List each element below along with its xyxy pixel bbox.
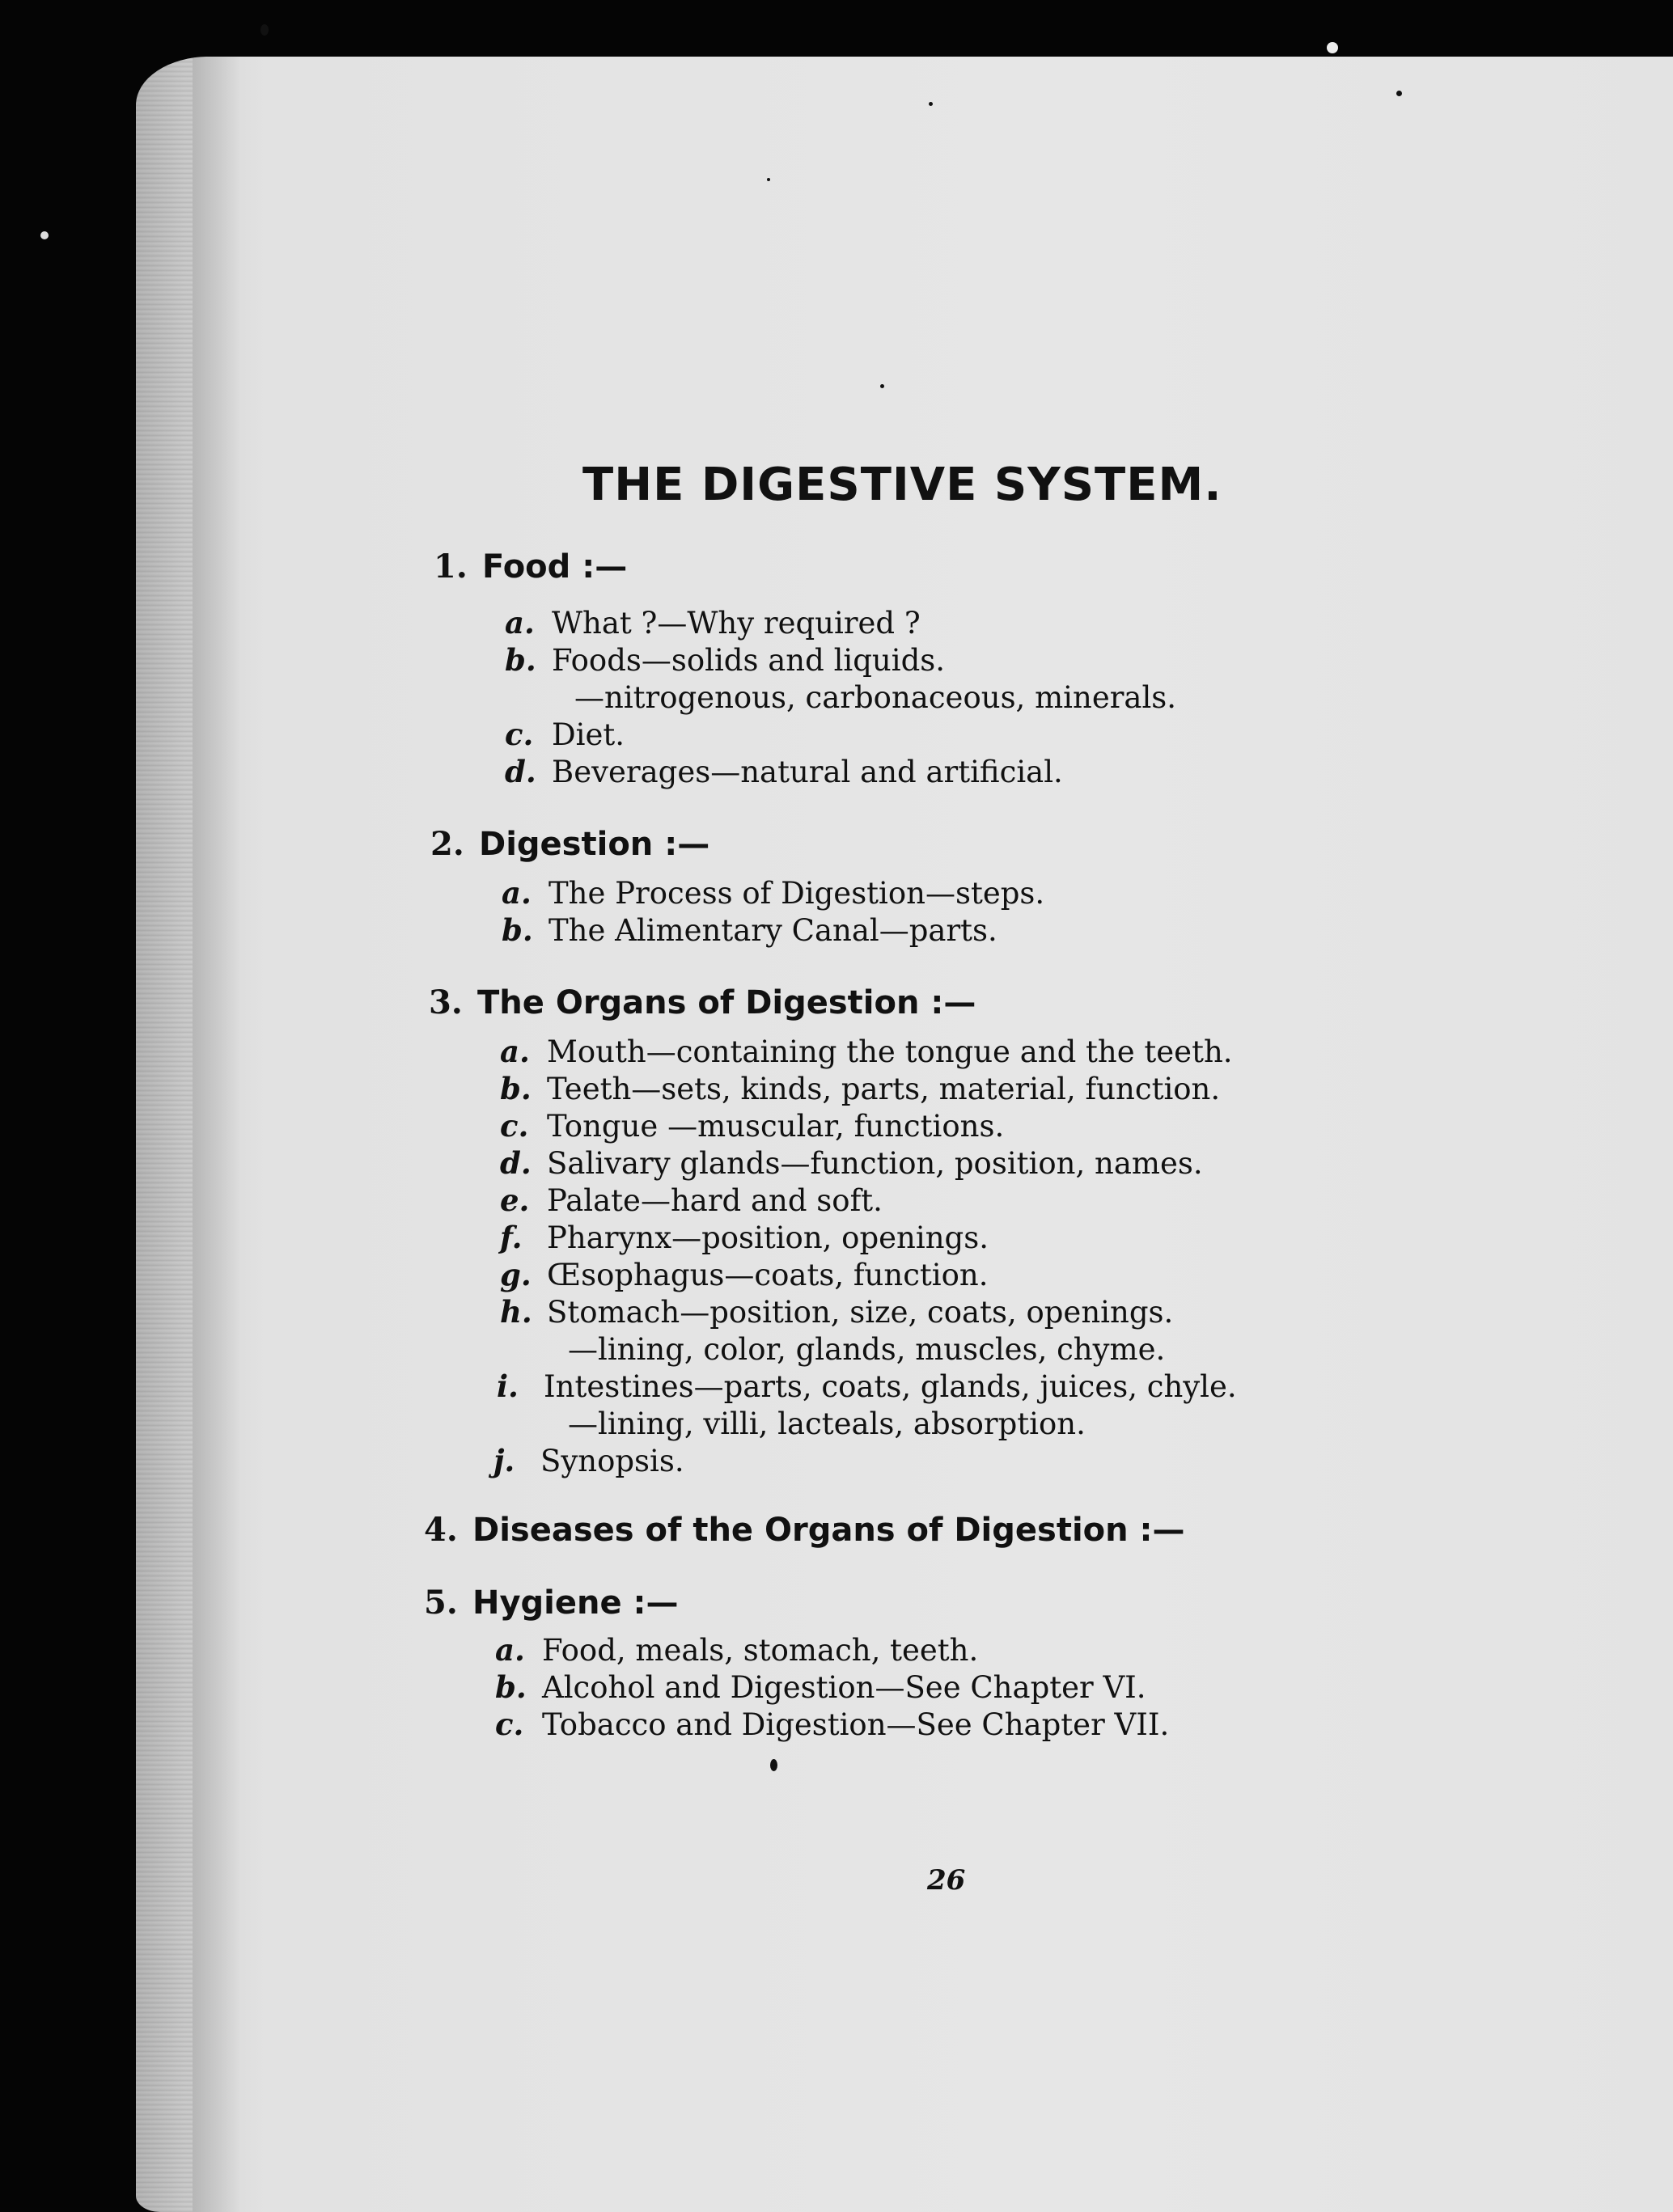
item-text: The Alimentary Canal—parts. — [548, 913, 997, 948]
item-text: Diet. — [552, 717, 625, 752]
item-text: —lining, color, glands, muscles, chyme. — [568, 1332, 1166, 1367]
section-title: Digestion :— — [479, 826, 710, 863]
item-letter: b. — [495, 1669, 527, 1705]
list-item — [500, 1034, 1233, 1070]
item-text: Œsophagus—coats, function. — [547, 1258, 989, 1292]
item-text: —nitrogenous, carbonaceous, minerals. — [574, 680, 1177, 715]
page-number: 26 — [927, 1864, 966, 1897]
list-item — [495, 1669, 1146, 1706]
section-heading-food — [434, 548, 627, 586]
item-text: The Process of Digestion—steps. — [548, 876, 1045, 911]
item-text: Stomach—position, size, coats, openings. — [547, 1295, 1174, 1330]
list-item — [502, 875, 1044, 911]
item-letter: j. — [493, 1443, 515, 1478]
section-number: 1. — [434, 548, 468, 586]
item-text: —lining, villi, lacteals, absorption. — [568, 1406, 1086, 1441]
list-item — [500, 1257, 989, 1293]
list-item — [493, 1443, 684, 1479]
list-item — [500, 1145, 1203, 1182]
item-letter: g. — [500, 1257, 532, 1292]
item-letter: b. — [500, 1071, 532, 1106]
item-letter: h. — [500, 1294, 532, 1330]
item-letter: i. — [497, 1368, 519, 1404]
item-letter: a. — [500, 1034, 530, 1069]
list-item — [495, 1632, 978, 1669]
item-text: Alcohol and Digestion—See Chapter VI. — [542, 1670, 1146, 1705]
list-item — [502, 912, 997, 949]
item-letter: d. — [505, 754, 536, 789]
item-text: Teeth—sets, kinds, parts, material, function. — [547, 1072, 1221, 1106]
item-text: What ?—Why required ? — [552, 606, 921, 641]
item-text: Tongue —muscular, functions. — [547, 1109, 1005, 1144]
item-letter: c. — [500, 1108, 529, 1144]
section-title: Diseases of the Organs of Digestion :— — [472, 1512, 1185, 1549]
list-item — [497, 1368, 1237, 1405]
section-heading-hygiene — [424, 1584, 679, 1622]
item-text: Food, meals, stomach, teeth. — [542, 1633, 979, 1668]
item-letter: f. — [500, 1220, 523, 1255]
list-item — [500, 1220, 989, 1256]
item-text: Mouth—containing the tongue and the teeth. — [547, 1034, 1233, 1069]
item-text: Intestines—parts, coats, glands, juices, chyle. — [544, 1369, 1237, 1404]
item-text: Foods—solids and liquids. — [552, 643, 946, 678]
list-item — [505, 717, 625, 753]
item-text: Synopsis. — [540, 1444, 684, 1478]
item-text: Salivary glands—function, position, names. — [547, 1146, 1203, 1181]
list-item — [505, 642, 945, 679]
item-letter: b. — [502, 912, 533, 948]
list-item — [500, 1071, 1220, 1107]
list-item-continuation — [574, 679, 1176, 716]
list-item — [505, 605, 921, 641]
list-item-continuation — [568, 1331, 1165, 1368]
section-title: Food :— — [482, 548, 628, 586]
item-letter: a. — [502, 875, 532, 911]
section-number: 5. — [424, 1584, 458, 1622]
section-number: 2. — [430, 825, 464, 863]
list-item-continuation — [568, 1406, 1086, 1442]
section-number: 4. — [424, 1511, 458, 1549]
item-letter: a. — [505, 605, 535, 641]
section-title: Hygiene :— — [472, 1584, 679, 1622]
item-letter: b. — [505, 642, 536, 678]
section-title: The Organs of Digestion :— — [477, 984, 976, 1021]
section-heading-diseases — [424, 1511, 1185, 1549]
section-heading-organs — [429, 983, 976, 1021]
section-number: 3. — [429, 983, 463, 1021]
section-heading-digestion — [430, 825, 709, 863]
item-text: Pharynx—position, openings. — [547, 1220, 989, 1255]
item-letter: c. — [505, 717, 534, 752]
page-title: THE DIGESTIVE SYSTEM. — [582, 459, 1222, 511]
list-item — [500, 1294, 1173, 1330]
item-letter: e. — [500, 1182, 530, 1218]
item-text: Palate—hard and soft. — [547, 1183, 883, 1218]
list-item — [495, 1707, 1169, 1743]
list-item — [500, 1108, 1004, 1144]
item-letter: d. — [500, 1145, 532, 1181]
item-text: Beverages—natural and artificial. — [552, 755, 1063, 789]
list-item — [500, 1182, 883, 1219]
list-item — [505, 754, 1063, 790]
item-letter: a. — [495, 1632, 525, 1668]
item-text: Tobacco and Digestion—See Chapter VII. — [542, 1707, 1170, 1742]
item-letter: c. — [495, 1707, 524, 1742]
